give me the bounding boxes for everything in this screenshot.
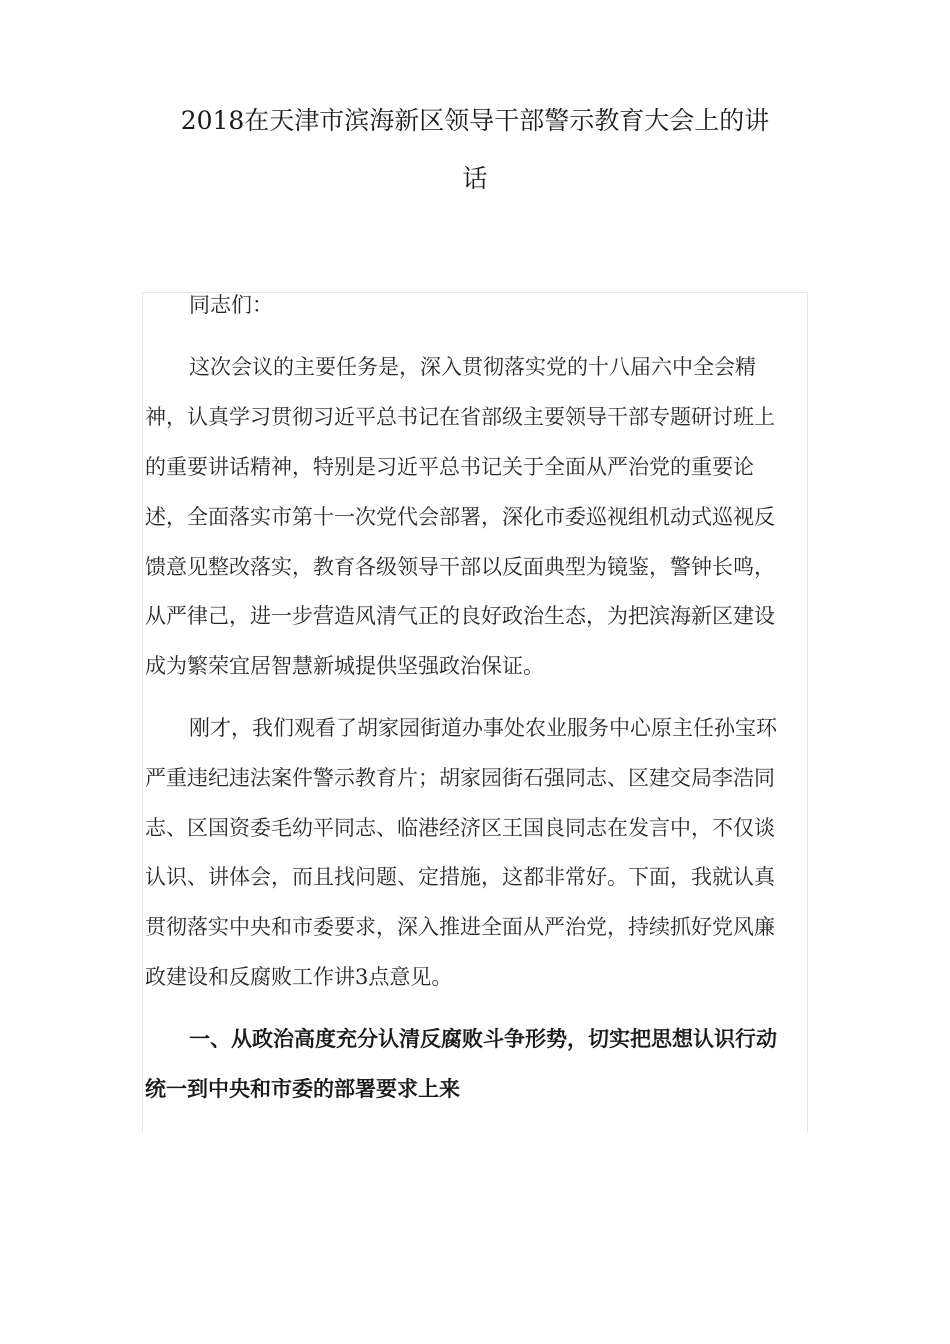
- title-line-1: 2018在天津市滨海新区领导干部警示教育大会上的讲: [180, 106, 770, 135]
- heading-line: 统一到中央和市委的部署要求上来: [145, 1076, 460, 1101]
- paragraph-line: 的重要讲话精神，特别是习近平总书记关于全面从严治党的重要论: [145, 455, 754, 479]
- title-line-2: 话: [462, 164, 488, 193]
- paragraph-line: 认识、讲体会，而且找问题、定措施，这都非常好。下面，我就认真: [145, 865, 775, 889]
- paragraph-line: 志、区国资委毛幼平同志、临港经济区王国良同志在发言中，不仅谈: [145, 816, 775, 840]
- document-title: [150, 92, 800, 208]
- paragraph-line: 神，认真学习贯彻习近平总书记在省部级主要领导干部专题研讨班上: [145, 405, 775, 429]
- paragraph-line: 严重违纪违法案件警示教育片；胡家园街石强同志、区建交局李浩同: [145, 766, 775, 790]
- paragraph-line: 这次会议的主要任务是，深入贯彻落实党的十八届六中全会精: [189, 355, 756, 379]
- paragraph-line: 贯彻落实中央和市委要求，深入推进全面从严治党，持续抓好党风廉: [145, 915, 775, 939]
- paragraph-line: 馈意见整改落实，教育各级领导干部以反面典型为镜鉴，警钟长鸣，: [145, 555, 775, 579]
- paragraph-line: 刚才，我们观看了胡家园街道办事处农业服务中心原主任孙宝环: [189, 716, 777, 740]
- paragraph-line: 从严律己，进一步营造风清气正的良好政治生态，为把滨海新区建设: [145, 604, 775, 628]
- paragraph-line: 成为繁荣宜居智慧新城提供坚强政治保证。: [145, 654, 544, 678]
- paragraph-line: 述，全面落实市第十一次党代会部署，深化市委巡视组机动式巡视反: [145, 505, 775, 529]
- paragraph-line: 政建设和反腐败工作讲3点意见。: [145, 965, 453, 989]
- salutation: 同志们：: [189, 293, 273, 317]
- heading-line: 一、从政治高度充分认清反腐败斗争形势，切实把思想认识行动: [189, 1026, 777, 1051]
